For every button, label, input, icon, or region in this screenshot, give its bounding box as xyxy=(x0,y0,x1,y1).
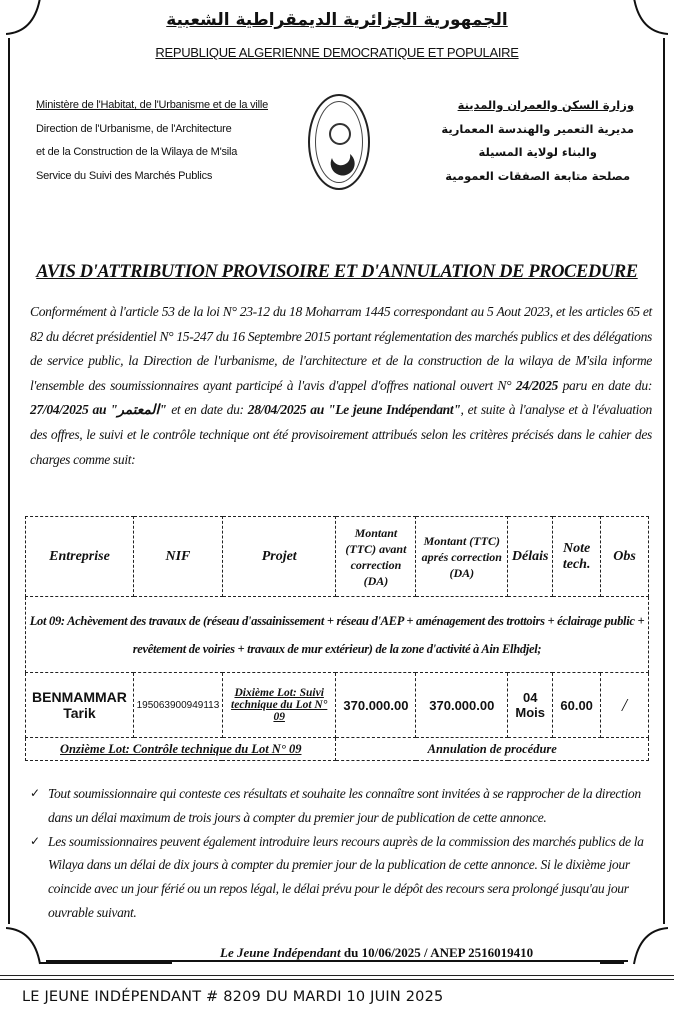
cell-projet: Dixième Lot: Suivi technique du Lot N° 09 xyxy=(222,673,336,738)
cell-entreprise: BENMAMMAR Tarik xyxy=(26,673,134,738)
publication-date-2: 28/04/2025 au "Le jeune Indépendant" xyxy=(247,402,461,418)
cell-annulation: Annulation de procédure xyxy=(336,738,649,761)
header-line: Service du Suivi des Marchés Publics xyxy=(36,169,213,182)
header-line: مصلحة متابعة الصفقات العمومية xyxy=(445,168,631,183)
arabic-republic-title: الجمهورية الجزائرية الديمقراطية الشعبية xyxy=(166,10,508,30)
list-item xyxy=(28,830,656,925)
checkmark-icon: ✓ xyxy=(30,833,40,848)
publication-signature xyxy=(220,945,533,961)
column-header: Montant (TTC) avant correction (DA) xyxy=(336,517,416,597)
anep-reference: du 10/06/2025 / ANEP 2516019410 xyxy=(340,945,534,960)
column-header: NIF xyxy=(133,517,222,597)
notice-title: AVIS D'ATTRIBUTION PROVISOIRE ET D'ANNULATION DE PROCEDURE xyxy=(36,262,638,282)
publication-date-1: 27/04/2025 au "المعتمر" xyxy=(30,402,167,418)
intro-text: et en date du: xyxy=(166,402,248,418)
table-row xyxy=(26,673,649,738)
column-header: Montant (TTC) aprés correction (DA) xyxy=(416,517,508,597)
column-header: Délais xyxy=(508,517,553,597)
checkmark-icon: ✓ xyxy=(30,786,40,800)
cell-montant-apres: 370.000.00 xyxy=(416,673,508,738)
cell-obs: / xyxy=(601,673,649,738)
cell-delais: 04 Mois xyxy=(508,673,553,738)
intro-text: , et suite à l'analyse et à l'évaluation des offres, le suivi et le contrôle technique ont été provisoirement attribués selon les critères précisés dans le cahier des charges comme suit: xyxy=(30,402,652,467)
header-line: Direction de l'Urbanisme, de l'Architecture xyxy=(36,122,232,135)
header-line: Ministère de l'Habitat, de l'Urbanisme et de la ville xyxy=(36,99,269,111)
list-item xyxy=(28,782,656,830)
ministry-header-ar xyxy=(441,94,634,188)
ministry-header-fr xyxy=(36,94,268,188)
cell-nif: 195063900949113 xyxy=(133,673,222,738)
newspaper-name: Le Jeune Indépendant xyxy=(220,945,341,960)
header-line: وزارة السكن والعمران والمدينة xyxy=(457,98,634,112)
column-header: Note tech. xyxy=(553,517,601,597)
intro-text: paru en date du: xyxy=(557,377,653,393)
column-header: Entreprise xyxy=(26,517,134,597)
note-text: Les soumissionnaires peuvent également introduire leurs recours auprès de la commission des marchés publics de la Wilaya dans un délai de dix jours à compter du premier jour de la publication de cette annonce. Si le dixième jour coincide avec un jour férié ou un repos légal, le délai prévu pour le dépôt des recours sera prolongé jusqu'au jour ouvrable suivant. xyxy=(48,833,644,920)
page-footer: LE JEUNE INDÉPENDANT # 8209 DU MARDI 10 JUIN 2025 xyxy=(22,989,444,1005)
french-republic-title: REPUBLIQUE ALGERIENNE DEMOCRATIQUE ET POPULAIRE xyxy=(155,45,519,60)
table-header-row xyxy=(26,517,649,597)
intro-paragraph xyxy=(30,300,652,472)
divider xyxy=(0,975,674,976)
header-line: مديرية التعمير والهندسة المعمارية xyxy=(441,121,634,136)
attribution-table xyxy=(25,516,649,761)
cell-lot-11: Onzième Lot: Contrôle technique du Lot N° 09 xyxy=(26,738,336,761)
corner-ornament xyxy=(6,924,46,964)
divider xyxy=(600,962,624,964)
column-header: Projet xyxy=(222,517,336,597)
cell-montant-avant: 370.000.00 xyxy=(336,673,416,738)
tender-number: 24/2025 xyxy=(515,377,558,393)
divider xyxy=(0,979,674,980)
national-seal-icon xyxy=(308,94,370,190)
note-text: Tout soumissionnaire qui conteste ces résultats et souhaite les connaître sont invitées à se rapprocher de la direction dans un délai maximum de trois jours à compter du premier jour de publication de cette annonce. xyxy=(48,786,641,825)
header-line: et de la Construction de la Wilaya de M'sila xyxy=(36,146,238,158)
notes-list xyxy=(28,782,656,925)
corner-ornament xyxy=(628,924,668,964)
lot-description: Lot 09: Achèvement des travaux de (réseau d'assainissement + réseau d'AEP + aménagement des trottoirs + éclairage public + revêtement de voiries + travaux de mur extérieur) de la zone d'activité à Ain Elhdjel; xyxy=(26,597,649,673)
lot-description-row xyxy=(26,597,649,673)
divider xyxy=(40,962,172,964)
cell-note: 60.00 xyxy=(553,673,601,738)
header-line: والبناء لولاية المسيلة xyxy=(478,145,597,159)
column-header: Obs xyxy=(601,517,649,597)
intro-text: Conformément à l'article 53 de la loi N° 23-12 du 18 Moharram 1445 correspondant au 5 Aout 2023, et les articles 65 et 82 du décret présidentiel N° 15-247 du 16 Septembre 2015 portant réglementation des marchés publics et des délégations de service public, la Direction de l'urbanisme, de l'architecture et de la construction de la wilaya de M'sila informe l'ensemble des soumissionnaires ayant participé à l'avis d'appel d'offres national ouvert N° xyxy=(30,304,652,393)
table-row xyxy=(26,738,649,761)
